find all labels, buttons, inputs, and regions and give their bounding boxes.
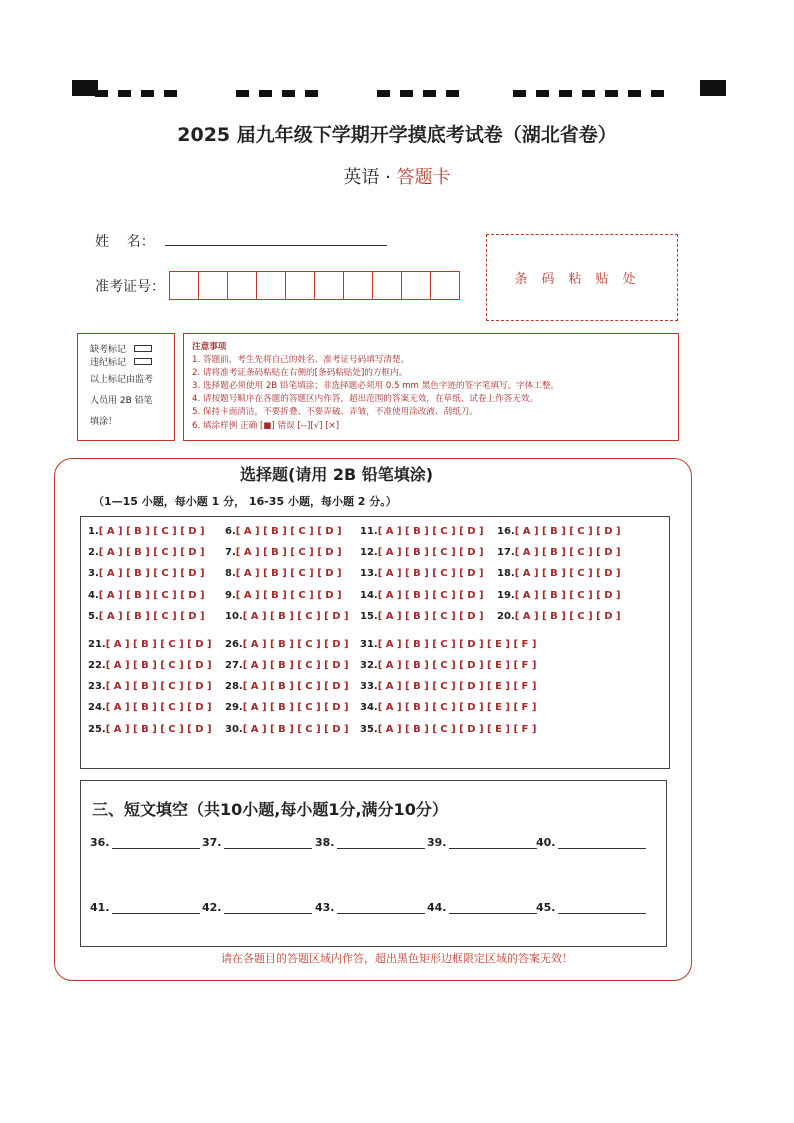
- question-number: 12.: [360, 547, 378, 558]
- blank-item[interactable]: [90, 901, 200, 914]
- blank-number: 42.: [202, 901, 222, 914]
- answer-options[interactable]: [ A ] [ B ] [ C ] [ D ]: [98, 568, 205, 579]
- answer-options[interactable]: [ A ] [ B ] [ C ] [ D ]: [242, 724, 349, 735]
- question-number: 21.: [88, 639, 106, 650]
- blank-item[interactable]: [90, 836, 200, 849]
- question-number: 34.: [360, 702, 378, 713]
- question-number: 29.: [225, 702, 243, 713]
- question-item[interactable]: [225, 681, 349, 692]
- blank-line[interactable]: [224, 838, 312, 849]
- instruction-item: 5. 保持卡面清洁，不要折叠、不要弄破、弄皱，不准使用涂改液、刮纸刀。: [192, 407, 478, 417]
- question-number: 10.: [225, 611, 243, 622]
- absent-label: 缺考标记: [90, 345, 127, 355]
- timing-dash: [605, 90, 618, 97]
- answer-options[interactable]: [ A ] [ B ] [ C ] [ D ]: [242, 611, 349, 622]
- question-number: 27.: [225, 660, 243, 671]
- answer-options[interactable]: [ A ] [ B ] [ C ] [ D ]: [514, 611, 621, 622]
- blank-item[interactable]: [536, 836, 646, 849]
- question-number: 17.: [497, 547, 515, 558]
- question-number: 2.: [88, 547, 99, 558]
- question-item[interactable]: [360, 724, 536, 735]
- answer-options[interactable]: [ A ] [ B ] [ C ] [ D ]: [235, 568, 342, 579]
- blank-number: 41.: [90, 901, 110, 914]
- blank-line[interactable]: [449, 903, 537, 914]
- timing-dash: [282, 90, 295, 97]
- instruction-item: 4. 请按题号顺序在各题的答题区内作答，超出范围的答案无效，在草纸、试卷上作答无效。: [192, 394, 539, 404]
- timing-dash: [95, 90, 108, 97]
- timing-dash: [651, 90, 664, 97]
- question-item[interactable]: [225, 660, 349, 671]
- choice-section-title: 选择题(请用 2B 铅笔填涂): [240, 465, 434, 484]
- answer-options[interactable]: [ A ] [ B ] [ C ] [ D ]: [105, 702, 212, 713]
- id-digit-box[interactable]: [256, 271, 286, 300]
- absent-note-2: 人员用 2B 铅笔: [90, 396, 153, 406]
- question-item[interactable]: [88, 660, 212, 671]
- name-field[interactable]: [165, 245, 387, 246]
- answer-options[interactable]: [ A ] [ B ] [ C ] [ D ] [ E ] [ F ]: [377, 681, 537, 692]
- question-item[interactable]: [497, 611, 621, 622]
- question-number: 32.: [360, 660, 378, 671]
- question-item[interactable]: [88, 611, 205, 622]
- answer-options[interactable]: [ A ] [ B ] [ C ] [ D ]: [235, 526, 342, 537]
- name-label: 姓 名：: [95, 234, 155, 250]
- question-number: 6.: [225, 526, 236, 537]
- card-label: 答题卡: [396, 167, 451, 188]
- question-number: 8.: [225, 568, 236, 579]
- question-item[interactable]: [88, 639, 212, 650]
- barcode-label: 条码粘贴处: [514, 272, 650, 287]
- timing-dash: [582, 90, 595, 97]
- question-item[interactable]: [360, 681, 536, 692]
- instruction-item: 3. 选择题必须使用 2B 铅笔填涂；非选择题必须用 0.5 mm 黑色字迹的签字笔填写，字体工整。: [192, 381, 560, 391]
- answer-options[interactable]: [ A ] [ B ] [ C ] [ D ]: [377, 568, 484, 579]
- question-number: 24.: [88, 702, 106, 713]
- id-digit-box[interactable]: [343, 271, 373, 300]
- answer-options[interactable]: [ A ] [ B ] [ C ] [ D ]: [98, 547, 205, 558]
- blank-line[interactable]: [337, 838, 425, 849]
- question-item[interactable]: [360, 702, 536, 713]
- absent-note-1: 以上标记由监考: [90, 375, 154, 385]
- question-number: 11.: [360, 526, 378, 537]
- blank-item[interactable]: [427, 901, 537, 914]
- blank-item[interactable]: [427, 836, 537, 849]
- question-number: 25.: [88, 724, 106, 735]
- question-item[interactable]: [225, 547, 342, 558]
- question-item[interactable]: [88, 702, 212, 713]
- question-item[interactable]: [497, 526, 621, 537]
- question-item[interactable]: [225, 702, 349, 713]
- question-item[interactable]: [88, 547, 205, 558]
- question-number: 22.: [88, 660, 106, 671]
- timing-dash: [423, 90, 436, 97]
- question-item[interactable]: [225, 568, 342, 579]
- question-number: 28.: [225, 681, 243, 692]
- blank-item[interactable]: [315, 836, 425, 849]
- answer-options[interactable]: [ A ] [ B ] [ C ] [ D ]: [514, 526, 621, 537]
- id-digit-box[interactable]: [285, 271, 315, 300]
- question-item[interactable]: [360, 660, 536, 671]
- question-number: 16.: [497, 526, 515, 537]
- question-item[interactable]: [88, 526, 205, 537]
- question-number: 20.: [497, 611, 515, 622]
- question-number: 3.: [88, 568, 99, 579]
- blank-number: 40.: [536, 836, 556, 849]
- blank-number: 39.: [427, 836, 447, 849]
- id-digit-box[interactable]: [314, 271, 344, 300]
- id-digit-box[interactable]: [198, 271, 228, 300]
- instructions-title: 注意事项: [192, 342, 227, 352]
- id-digit-box[interactable]: [227, 271, 257, 300]
- blank-line[interactable]: [112, 903, 200, 914]
- instruction-item: 6. 填涂样例 正确 [■] 错误 [--][√] [×]: [192, 421, 340, 431]
- answer-options[interactable]: [ A ] [ B ] [ C ] [ D ] [ E ] [ F ]: [377, 639, 537, 650]
- id-digit-box[interactable]: [372, 271, 402, 300]
- question-item[interactable]: [497, 590, 621, 601]
- blank-line[interactable]: [449, 838, 537, 849]
- answer-options[interactable]: [ A ] [ B ] [ C ] [ D ]: [242, 681, 349, 692]
- timing-dash: [536, 90, 549, 97]
- question-number: 35.: [360, 724, 378, 735]
- timing-dash: [559, 90, 572, 97]
- answer-options[interactable]: [ A ] [ B ] [ C ] [ D ]: [98, 526, 205, 537]
- answer-options[interactable]: [ A ] [ B ] [ C ] [ D ]: [514, 568, 621, 579]
- barcode-area: [486, 234, 678, 321]
- answer-options[interactable]: [ A ] [ B ] [ C ] [ D ]: [377, 611, 484, 622]
- question-item[interactable]: [88, 590, 205, 601]
- question-number: 13.: [360, 568, 378, 579]
- blank-item[interactable]: [536, 901, 646, 914]
- timing-dash: [446, 90, 459, 97]
- answer-options[interactable]: [ A ] [ B ] [ C ] [ D ]: [377, 590, 484, 601]
- timing-dash: [118, 90, 131, 97]
- question-number: 1.: [88, 526, 99, 537]
- subtitle-separator: ·: [379, 167, 397, 188]
- question-number: 9.: [225, 590, 236, 601]
- blank-item[interactable]: [315, 901, 425, 914]
- absent-checkbox[interactable]: [134, 345, 152, 352]
- page-title: 2025 届九年级下学期开学摸底考试卷（湖北省卷）: [177, 124, 617, 146]
- question-item[interactable]: [225, 639, 349, 650]
- timing-dash: [513, 90, 526, 97]
- choice-section-subtitle: （1—15 小题，每小题 1 分， 16-35 小题，每小题 2 分。）: [93, 495, 397, 508]
- answer-options[interactable]: [ A ] [ B ] [ C ] [ D ]: [98, 590, 205, 601]
- answer-options[interactable]: [ A ] [ B ] [ C ] [ D ]: [514, 590, 621, 601]
- question-item[interactable]: [360, 639, 536, 650]
- answer-options[interactable]: [ A ] [ B ] [ C ] [ D ]: [377, 526, 484, 537]
- question-number: 15.: [360, 611, 378, 622]
- question-item[interactable]: [88, 681, 212, 692]
- timing-dash: [628, 90, 641, 97]
- answer-options[interactable]: [ A ] [ B ] [ C ] [ D ]: [242, 639, 349, 650]
- corner-mark-right: [700, 80, 726, 96]
- question-number: 4.: [88, 590, 99, 601]
- question-item[interactable]: [360, 547, 484, 558]
- id-digit-box[interactable]: [401, 271, 431, 300]
- id-label: 准考证号：: [95, 279, 165, 295]
- answer-options[interactable]: [ A ] [ B ] [ C ] [ D ] [ E ] [ F ]: [377, 724, 537, 735]
- timing-dash: [141, 90, 154, 97]
- question-item[interactable]: [88, 724, 212, 735]
- timing-dash: [400, 90, 413, 97]
- question-item[interactable]: [225, 590, 342, 601]
- id-number-field[interactable]: [170, 271, 460, 300]
- question-item[interactable]: [360, 590, 484, 601]
- answer-options[interactable]: [ A ] [ B ] [ C ] [ D ]: [235, 547, 342, 558]
- answer-options[interactable]: [ A ] [ B ] [ C ] [ D ]: [377, 547, 484, 558]
- question-number: 14.: [360, 590, 378, 601]
- question-item[interactable]: [88, 568, 205, 579]
- question-number: 7.: [225, 547, 236, 558]
- question-number: 19.: [497, 590, 515, 601]
- question-item[interactable]: [497, 568, 621, 579]
- timing-dash: [164, 90, 177, 97]
- blank-number: 38.: [315, 836, 335, 849]
- blank-line[interactable]: [337, 903, 425, 914]
- fill-in-title: 三、短文填空（共10小题,每小题1分,满分10分）: [92, 800, 448, 819]
- answer-options[interactable]: [ A ] [ B ] [ C ] [ D ]: [98, 611, 205, 622]
- answer-options[interactable]: [ A ] [ B ] [ C ] [ D ] [ E ] [ F ]: [377, 660, 537, 671]
- answer-options[interactable]: [ A ] [ B ] [ C ] [ D ]: [235, 590, 342, 601]
- question-number: 30.: [225, 724, 243, 735]
- blank-number: 43.: [315, 901, 335, 914]
- answer-options[interactable]: [ A ] [ B ] [ C ] [ D ]: [105, 639, 212, 650]
- page-subtitle: [0, 163, 794, 189]
- absent-mark-box: [77, 333, 175, 441]
- question-number: 23.: [88, 681, 106, 692]
- question-number: 26.: [225, 639, 243, 650]
- id-digit-box[interactable]: [169, 271, 199, 300]
- question-item[interactable]: [225, 724, 349, 735]
- question-number: 31.: [360, 639, 378, 650]
- blank-line[interactable]: [558, 838, 646, 849]
- instruction-item: 1. 答题前，考生先将自己的姓名、准考证号码填写清楚。: [192, 355, 410, 365]
- blank-line[interactable]: [224, 903, 312, 914]
- blank-number: 44.: [427, 901, 447, 914]
- answer-area-warning: 请在各题目的答题区域内作答，超出黑色矩形边框限定区域的答案无效！: [221, 952, 573, 965]
- timing-dash: [377, 90, 390, 97]
- blank-item[interactable]: [202, 836, 312, 849]
- answer-options[interactable]: [ A ] [ B ] [ C ] [ D ]: [105, 681, 212, 692]
- question-number: 5.: [88, 611, 99, 622]
- answer-options[interactable]: [ A ] [ B ] [ C ] [ D ]: [105, 724, 212, 735]
- answer-options[interactable]: [ A ] [ B ] [ C ] [ D ] [ E ] [ F ]: [377, 702, 537, 713]
- question-item[interactable]: [225, 611, 349, 622]
- subject-label: 英语: [343, 167, 380, 188]
- blank-line[interactable]: [558, 903, 646, 914]
- blank-number: 45.: [536, 901, 556, 914]
- absent-note-3: 填涂！: [90, 417, 118, 427]
- instruction-item: 2. 请将准考证条码粘贴在右侧的[条码粘贴处]的方框内。: [192, 368, 408, 378]
- id-digit-box[interactable]: [430, 271, 460, 300]
- blank-number: 37.: [202, 836, 222, 849]
- timing-dash: [259, 90, 272, 97]
- timing-dash: [305, 90, 318, 97]
- question-number: 33.: [360, 681, 378, 692]
- question-item[interactable]: [497, 547, 621, 558]
- question-item[interactable]: [225, 526, 342, 537]
- question-number: 18.: [497, 568, 515, 579]
- blank-number: 36.: [90, 836, 110, 849]
- violation-checkbox[interactable]: [134, 358, 152, 365]
- answer-options[interactable]: [ A ] [ B ] [ C ] [ D ]: [242, 660, 349, 671]
- question-item[interactable]: [360, 611, 484, 622]
- blank-item[interactable]: [202, 901, 312, 914]
- instructions-box: [183, 333, 679, 441]
- question-item[interactable]: [360, 568, 484, 579]
- answer-options[interactable]: [ A ] [ B ] [ C ] [ D ]: [514, 547, 621, 558]
- question-item[interactable]: [360, 526, 484, 537]
- timing-dash: [236, 90, 249, 97]
- answer-options[interactable]: [ A ] [ B ] [ C ] [ D ]: [105, 660, 212, 671]
- violation-label: 违纪标记: [90, 358, 127, 368]
- blank-line[interactable]: [112, 838, 200, 849]
- answer-options[interactable]: [ A ] [ B ] [ C ] [ D ]: [242, 702, 349, 713]
